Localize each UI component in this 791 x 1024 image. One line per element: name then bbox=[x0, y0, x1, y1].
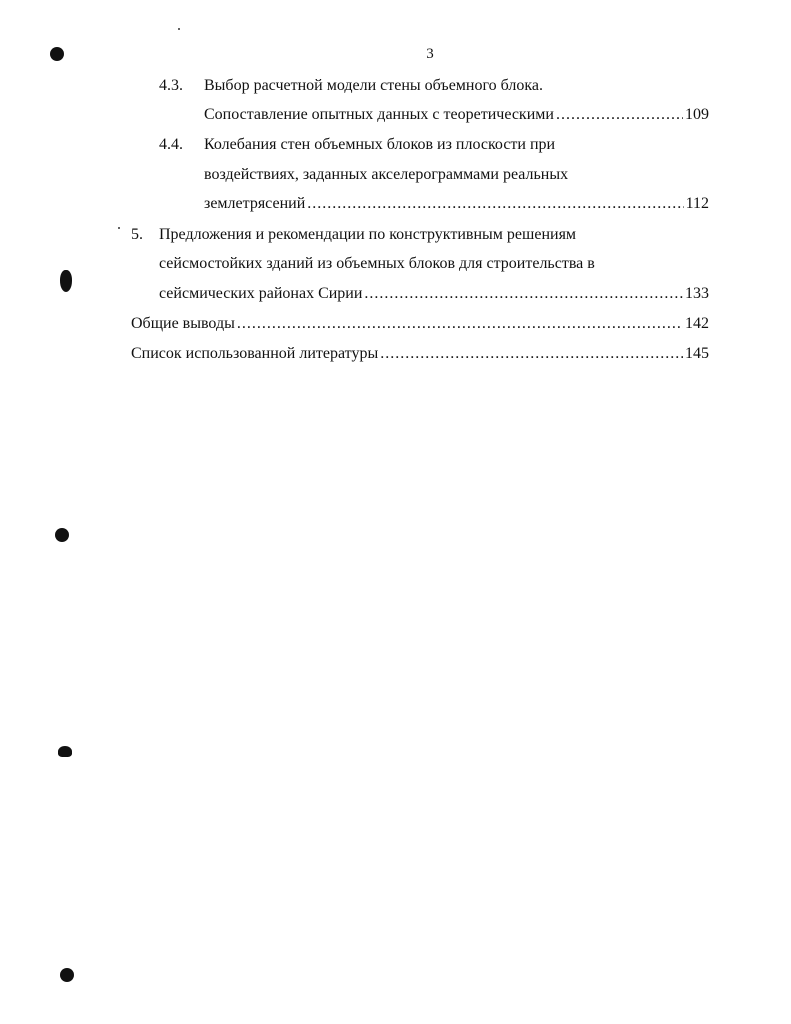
toc-entry-4-3-text-cont: Сопоставление опытных данных с теоретическими bbox=[204, 106, 554, 123]
toc-entry-4-4-text-cont: воздействиях, заданных акселерограммами реальных bbox=[204, 166, 569, 183]
toc-entry-4-3-number: 4.3. bbox=[159, 77, 183, 94]
toc-entry-4-4-text: Колебания стен объемных блоков из плоскости при bbox=[204, 136, 556, 153]
toc-entry-5-page: 133 bbox=[685, 285, 709, 302]
toc-entry-4-4-line3 bbox=[204, 194, 709, 214]
toc-entry-references bbox=[131, 344, 709, 364]
toc-entry-5-number: 5. bbox=[131, 226, 143, 243]
toc-leader-dots bbox=[307, 194, 683, 214]
scan-speck bbox=[178, 28, 180, 30]
page-number: 3 bbox=[426, 46, 434, 62]
toc-entry-5-text-cont: сейсмостойких зданий из объемных блоков для строительства в bbox=[159, 255, 595, 272]
toc-entry-4-4-line2 bbox=[204, 165, 709, 185]
toc-entry-5-line3 bbox=[159, 284, 709, 304]
toc-entry-conclusions bbox=[131, 314, 709, 334]
toc-references-label: Список использованной литературы bbox=[131, 345, 379, 362]
toc-references-page: 145 bbox=[685, 345, 709, 362]
toc-entry-5-line1 bbox=[159, 225, 709, 245]
toc-entry-4-4-line1 bbox=[204, 135, 709, 155]
toc-entry-5-line2 bbox=[159, 254, 709, 274]
toc-entry-4-3-page: 109 bbox=[685, 106, 709, 123]
toc-entry-4-3-text: Выбор расчетной модели стены объемного блока. bbox=[204, 77, 543, 94]
punch-hole-5 bbox=[60, 968, 74, 982]
scan-speck bbox=[118, 227, 120, 229]
toc-entry-5-text-end: сейсмических районах Сирии bbox=[159, 285, 363, 302]
toc-conclusions-label: Общие выводы bbox=[131, 315, 235, 332]
punch-hole-2 bbox=[60, 270, 72, 292]
toc-leader-dots bbox=[237, 314, 683, 334]
toc-entry-4-3-line2 bbox=[204, 105, 709, 125]
toc-entry-4-4-text-end: землетрясений bbox=[204, 195, 306, 212]
toc-entry-4-4-number: 4.4. bbox=[159, 136, 183, 153]
punch-hole-4 bbox=[58, 746, 72, 757]
toc-entry-4-3-line1 bbox=[204, 76, 709, 96]
toc-leader-dots bbox=[364, 284, 683, 304]
toc-entry-4-4-page: 112 bbox=[685, 195, 709, 212]
punch-hole-3 bbox=[55, 528, 69, 542]
toc-conclusions-page: 142 bbox=[685, 315, 709, 332]
toc-leader-dots bbox=[380, 344, 683, 364]
toc-entry-5-text: Предложения и рекомендации по конструктивным решениям bbox=[159, 226, 577, 243]
toc-leader-dots bbox=[556, 105, 683, 125]
